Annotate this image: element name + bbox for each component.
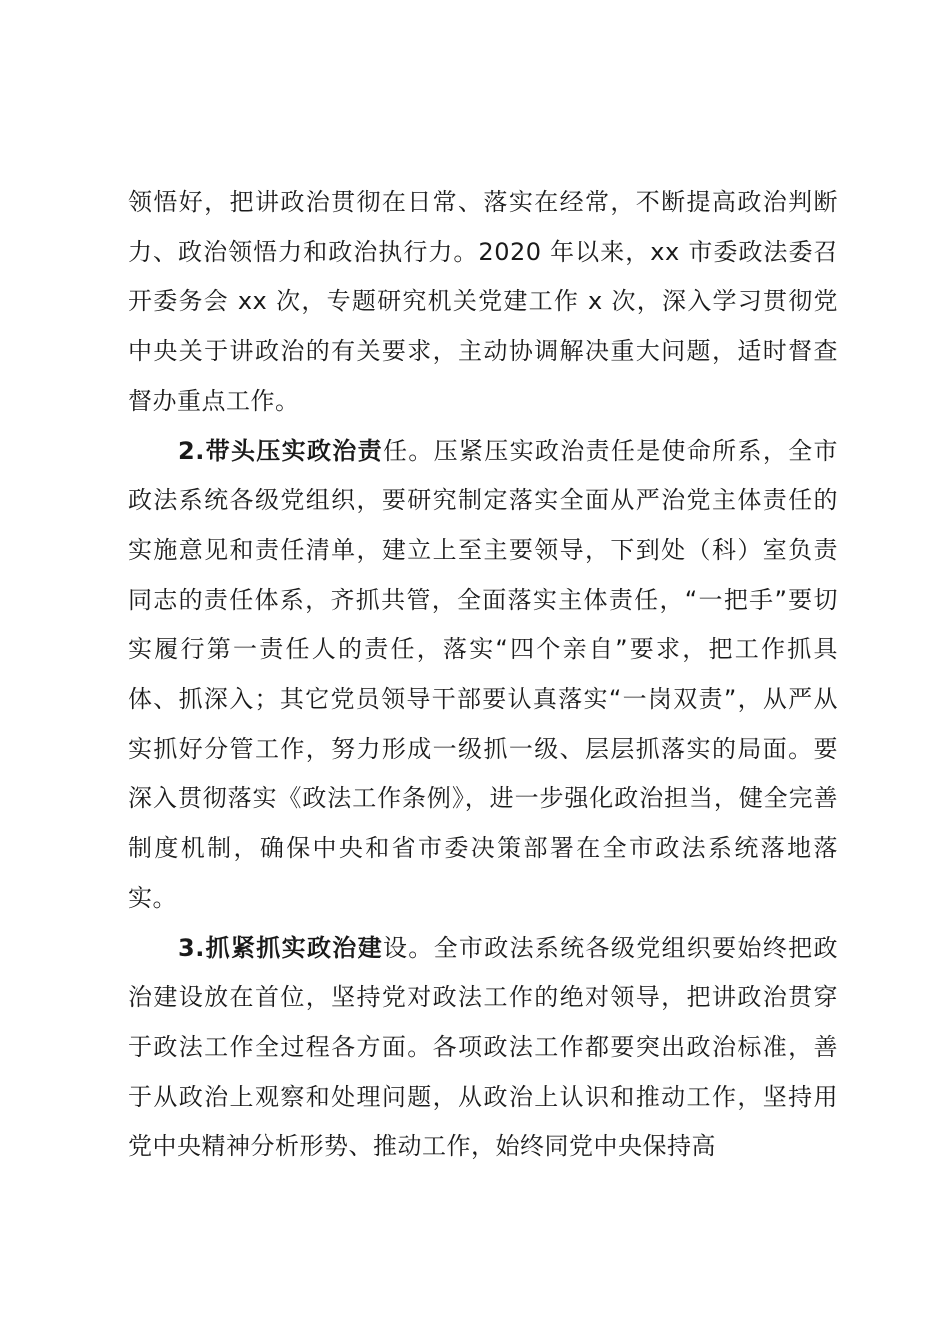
paragraph-heading: 2.带头压实政治责 <box>178 436 383 465</box>
paragraph-political-responsibility <box>128 427 838 924</box>
paragraph-political-construction <box>128 924 838 1173</box>
paragraph-continuation <box>128 178 838 427</box>
paragraph-text: 领悟好，把讲政治贯彻在日常、落实在经常，不断提高政治判断力、政治领悟力和政治执行力。2020 年以来，xx 市委政法委召开委务会 xx 次，专题研究机关党建工作 x 次，深入学习贯彻党中央关于讲政治的有关要求，主动协调解决重大问题，适时督查督办重点工作。 <box>128 188 838 415</box>
paragraph-heading: 3.抓紧抓实政治建 <box>178 933 383 962</box>
document-body <box>128 178 838 1172</box>
paragraph-text: 设。全市政法系统各级党组织要始终把政治建设放在首位，坚持党对政法工作的绝对领导，把讲政治贯穿于政法工作全过程各方面。各项政法工作都要突出政治标准，善于从政治上观察和处理问题，从政治上认识和推动工作，坚持用党中央精神分析形势、推动工作，始终同党中央保持高 <box>128 933 838 1161</box>
paragraph-text: 任。压紧压实政治责任是使命所系，全市政法系统各级党组织，要研究制定落实全面从严治党主体责任的实施意见和责任清单，建立上至主要领导，下到处（科）室负责同志的责任体系，齐抓共管，全面落实主体责任，“一把手”要切实履行第一责任人的责任，落实“四个亲自”要求，把工作抓具体、抓深入；其它党员领导干部要认真落实“一岗双责”，从严从实抓好分管工作，努力形成一级抓一级、层层抓落实的局面。要深入贯彻落实《政法工作条例》，进一步强化政治担当，健全完善制度机制，确保中央和省市委决策部署在全市政法系统落地落实。 <box>128 436 838 912</box>
